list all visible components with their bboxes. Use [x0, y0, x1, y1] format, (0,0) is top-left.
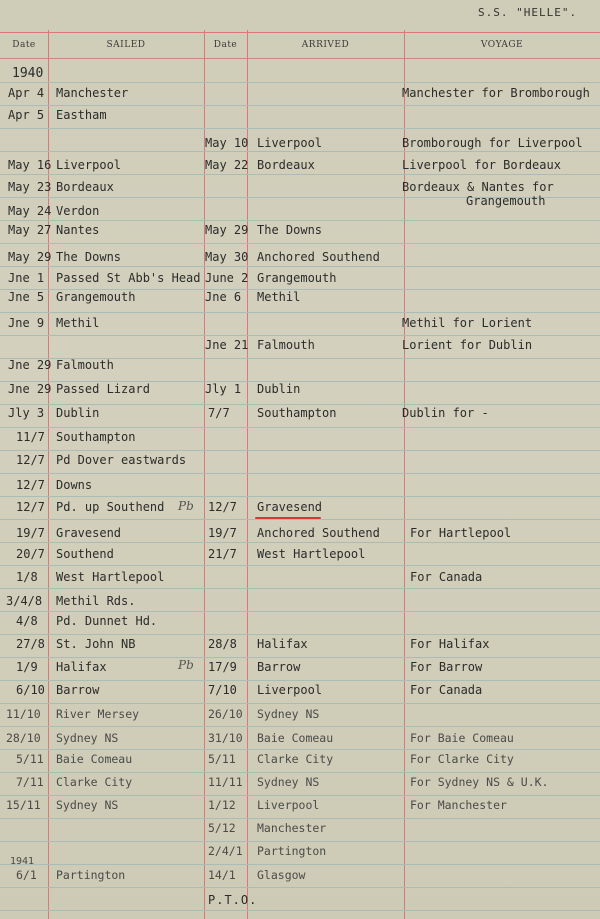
arrived-port: Southampton — [257, 406, 337, 420]
sailed-port: Nantes — [56, 223, 100, 237]
sailed-port: Southend — [56, 547, 114, 561]
ruled-line — [0, 519, 600, 520]
arrived-port: Grangemouth — [257, 271, 337, 285]
ruled-line — [0, 427, 600, 428]
sailed-port: Clarke City — [56, 775, 133, 789]
arrived-port: Sydney NS — [257, 707, 320, 721]
voyage-entry: Dublin for - — [402, 406, 489, 420]
sailed-port: Halifax — [56, 660, 107, 674]
sailed-port: Pd Dover eastwards — [56, 453, 187, 467]
voyage-entry: For Barrow — [410, 660, 483, 674]
voyage-entry: For Hartlepool — [410, 526, 512, 540]
sailed-date: 6/10 — [16, 683, 45, 697]
arrived-date: June 2 — [205, 271, 249, 285]
arrived-date: 2/4/1 — [208, 844, 243, 858]
arrived-date: 11/11 — [208, 775, 243, 789]
sailed-date: 12/7 — [16, 453, 45, 467]
ruled-line — [0, 565, 600, 566]
arrived-port: Baie Comeau — [257, 731, 334, 745]
arrived-date: 31/10 — [208, 731, 243, 745]
header-sailed: SAILED — [106, 40, 146, 50]
sailed-port: Methil Rds. — [56, 594, 136, 608]
ruled-line — [0, 657, 600, 658]
sailed-port: Southampton — [56, 430, 136, 444]
arrived-port: Barrow — [257, 660, 301, 674]
vessel-title: S.S. "HELLE". — [478, 6, 578, 19]
arrived-date: 5/12 — [208, 821, 236, 835]
arrived-port: Glasgow — [257, 868, 306, 882]
arrived-date: 7/10 — [208, 683, 237, 697]
sailed-date: Jne 1 — [8, 271, 45, 285]
sailed-date: 27/8 — [16, 637, 45, 651]
arrived-date: 26/10 — [208, 707, 243, 721]
voyage-entry-continued: Grangemouth — [466, 194, 546, 208]
arrived-port: Sydney NS — [257, 775, 320, 789]
ruled-line — [0, 473, 600, 474]
ruled-line — [0, 450, 600, 451]
sailed-port: Pd. up Southend — [56, 500, 165, 514]
ruled-line — [0, 634, 600, 635]
pencil-mark: Pb — [178, 658, 194, 672]
sailed-date: 4/8 — [16, 614, 38, 628]
ruled-line — [0, 818, 600, 819]
sailed-port: Liverpool — [56, 158, 122, 172]
year-1941: 1941 — [10, 856, 35, 867]
header-sailed-date: Date — [12, 40, 36, 50]
arrived-date: Jne 6 — [205, 290, 242, 304]
sailed-date: Jly 3 — [8, 406, 45, 420]
sailed-port: Downs — [56, 478, 93, 492]
sailed-date: 12/7 — [16, 478, 45, 492]
sailed-port: Manchester — [56, 86, 129, 100]
sailed-date: 12/7 — [16, 500, 45, 514]
header-arrived-date: Date — [213, 40, 238, 50]
header-voyage: VOYAGE — [480, 40, 524, 50]
arrived-date: May 10 — [205, 136, 249, 150]
sailed-port: Sydney NS — [56, 798, 119, 812]
pencil-mark: Pb — [178, 499, 194, 513]
sailed-port: Grangemouth — [56, 290, 136, 304]
sailed-date: 7/11 — [16, 775, 44, 789]
ruled-line — [0, 174, 600, 175]
arrived-port: West Hartlepool — [257, 547, 366, 561]
arrived-date: 5/11 — [208, 752, 236, 766]
voyage-entry: Manchester for Bromborough — [402, 86, 590, 100]
ruled-line — [0, 82, 600, 83]
sailed-port: Pd. Dunnet Hd. — [56, 614, 158, 628]
sailed-port: The Downs — [56, 250, 122, 264]
sailed-date: May 29 — [8, 250, 52, 264]
sailed-port: Baie Comeau — [56, 752, 133, 766]
sailed-date: 3/4/8 — [6, 594, 43, 608]
header-bottom-rule — [0, 58, 600, 59]
header-arrived: ARRIVED — [301, 40, 350, 50]
voyage-entry: Bromborough for Liverpool — [402, 136, 583, 150]
ruled-line — [0, 404, 600, 405]
sailed-date: 6/1 — [16, 868, 37, 882]
sailed-date: 11/10 — [6, 707, 41, 721]
voyage-entry: For Clarke City — [410, 752, 514, 766]
sailed-port: West Hartlepool — [56, 570, 165, 584]
arrived-port: Halifax — [257, 637, 308, 651]
sailed-port: Falmouth — [56, 358, 114, 372]
sailed-date: 19/7 — [16, 526, 45, 540]
sailed-port: Passed Lizard — [56, 382, 150, 396]
voyage-entry: Liverpool for Bordeaux — [402, 158, 561, 172]
sailed-date: May 27 — [8, 223, 52, 237]
sailed-date: 1/9 — [16, 660, 38, 674]
ruled-line — [0, 910, 600, 911]
sailed-date: Jne 29 — [8, 382, 52, 396]
voyage-entry: For Sydney NS & U.K. — [410, 775, 549, 789]
ruled-line — [0, 151, 600, 152]
sailed-port: St. John NB — [56, 637, 136, 651]
sailed-port: Eastham — [56, 108, 107, 122]
arrived-date: 1/12 — [208, 798, 236, 812]
pto-note: P.T.O. — [208, 893, 258, 907]
sailed-date: 11/7 — [16, 430, 45, 444]
arrived-date: Jne 21 — [205, 338, 249, 352]
arrived-date: 14/1 — [208, 868, 236, 882]
sailed-date: Jne 29 — [8, 358, 52, 372]
voyage-entry: Lorient for Dublin — [402, 338, 533, 352]
sailed-date: 5/11 — [16, 752, 44, 766]
ruled-line — [0, 542, 600, 543]
ruled-line — [0, 335, 600, 336]
voyage-entry: For Canada — [410, 683, 483, 697]
ruled-line — [0, 680, 600, 681]
sailed-port: Gravesend — [56, 526, 122, 540]
arrived-date: May 30 — [205, 250, 249, 264]
sailed-date: May 24 — [8, 204, 52, 218]
ruled-line — [0, 795, 600, 796]
arrived-date: 28/8 — [208, 637, 237, 651]
ruled-line — [0, 726, 600, 727]
arrived-port: Clarke City — [257, 752, 334, 766]
ruled-line — [0, 887, 600, 888]
arrived-date: 21/7 — [208, 547, 237, 561]
arrived-port: Liverpool — [257, 136, 323, 150]
arrived-date: Jly 1 — [205, 382, 242, 396]
ruled-line — [0, 266, 600, 267]
arrived-port: Falmouth — [257, 338, 315, 352]
arrived-port: Anchored Southend — [257, 250, 380, 264]
voyage-entry: Methil for Lorient — [402, 316, 533, 330]
sailed-date: 28/10 — [6, 731, 41, 745]
sailed-date: May 16 — [8, 158, 52, 172]
sailed-port: River Mersey — [56, 707, 140, 721]
sailed-port: Partington — [56, 868, 126, 882]
ruled-line — [0, 841, 600, 842]
ruled-line — [0, 243, 600, 244]
sailed-port: Bordeaux — [56, 180, 114, 194]
arrived-port: Dublin — [257, 382, 301, 396]
voyage-entry: For Halifax — [410, 637, 490, 651]
sailed-port: Passed St Abb's Head — [56, 271, 201, 285]
arrived-port: Methil — [257, 290, 301, 304]
voyage-entry: For Manchester — [410, 798, 507, 812]
arrived-port: Liverpool — [257, 798, 320, 812]
sailed-date: Jne 9 — [8, 316, 45, 330]
year-1940: 1940 — [12, 66, 44, 81]
arrived-port: Liverpool — [257, 683, 323, 697]
arrived-date: 7/7 — [208, 406, 230, 420]
voyage-entry: For Baie Comeau — [410, 731, 514, 745]
sailed-port: Sydney NS — [56, 731, 119, 745]
red-underline — [255, 517, 321, 519]
ruled-line — [0, 703, 600, 704]
ruled-line — [0, 864, 600, 865]
sailed-date: 15/11 — [6, 798, 41, 812]
arrived-date: 19/7 — [208, 526, 237, 540]
sailed-port: Methil — [56, 316, 100, 330]
arrived-date: May 29 — [205, 223, 249, 237]
ruled-line — [0, 496, 600, 497]
ruled-line — [0, 749, 600, 750]
arrived-port: Partington — [257, 844, 327, 858]
ruled-line — [0, 772, 600, 773]
sailed-port: Dublin — [56, 406, 100, 420]
ruled-line — [0, 128, 600, 129]
header-top-rule — [0, 32, 600, 33]
ruled-line — [0, 105, 600, 106]
sailed-date: 1/8 — [16, 570, 38, 584]
arrived-port: Bordeaux — [257, 158, 315, 172]
arrived-date: May 22 — [205, 158, 249, 172]
sailed-date: Apr 5 — [8, 108, 45, 122]
ruled-line — [0, 611, 600, 612]
voyage-entry: For Canada — [410, 570, 483, 584]
arrived-port: The Downs — [257, 223, 323, 237]
sailed-date: 20/7 — [16, 547, 45, 561]
arrived-port: Anchored Southend — [257, 526, 380, 540]
arrived-port: Gravesend — [257, 500, 323, 514]
sailed-date: May 23 — [8, 180, 52, 194]
ruled-line — [0, 312, 600, 313]
ruled-line — [0, 588, 600, 589]
sailed-date: Jne 5 — [8, 290, 45, 304]
arrived-port: Manchester — [257, 821, 327, 835]
ruled-line — [0, 220, 600, 221]
sailed-port: Barrow — [56, 683, 100, 697]
voyage-entry: Bordeaux & Nantes for — [402, 180, 554, 194]
sailed-port: Verdon — [56, 204, 100, 218]
arrived-date: 17/9 — [208, 660, 237, 674]
sailed-date: Apr 4 — [8, 86, 45, 100]
arrived-date: 12/7 — [208, 500, 237, 514]
